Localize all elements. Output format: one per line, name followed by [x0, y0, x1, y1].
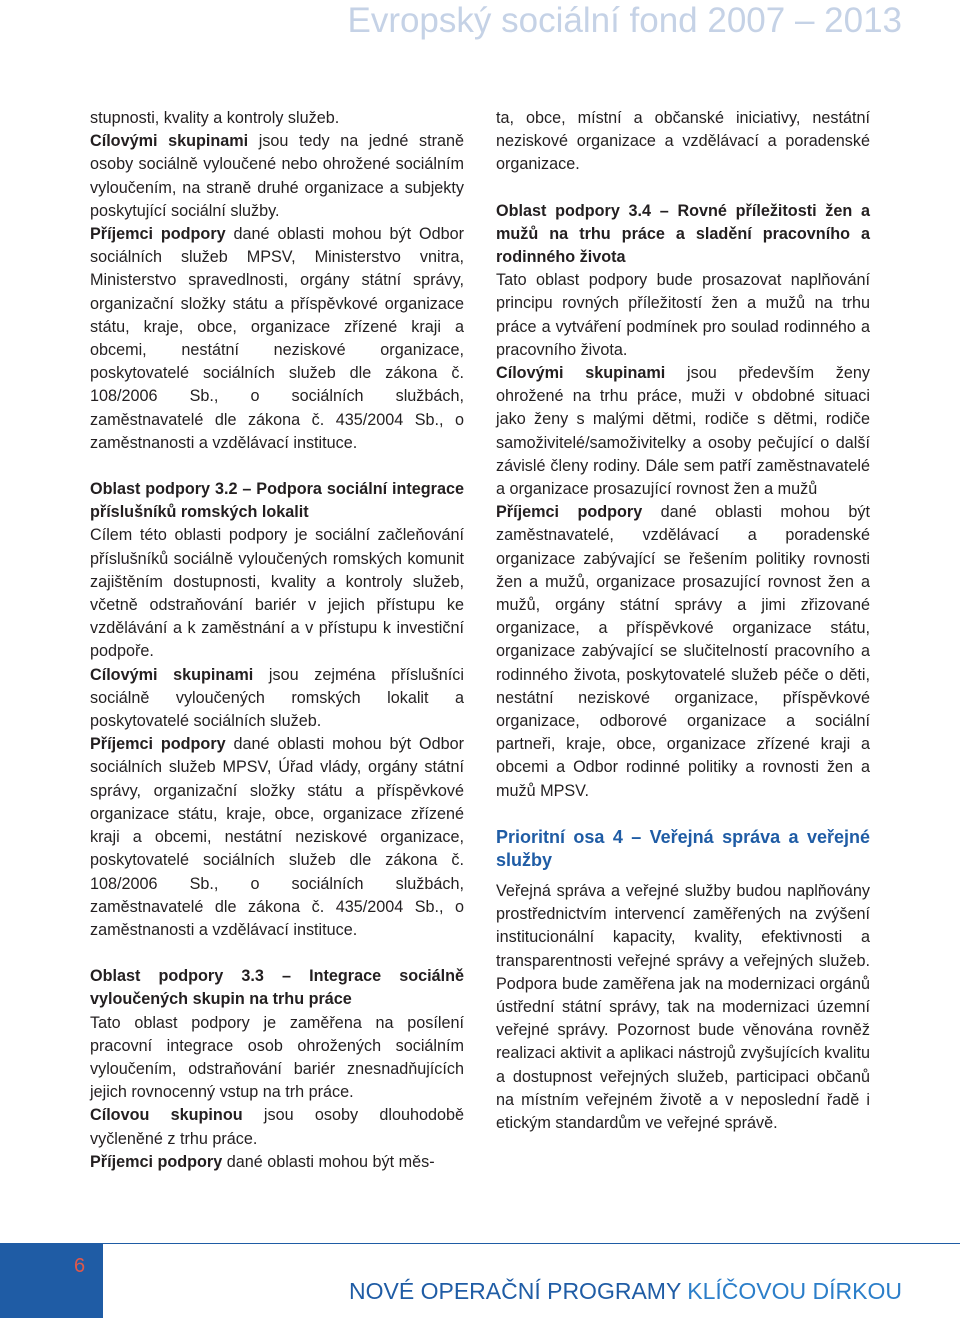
- paragraph: stupnosti, kvality a kontroly služeb.: [90, 109, 340, 127]
- bold-lead: Příjemci podpory: [90, 225, 226, 244]
- section-heading: Oblast podpory 3.2 – Podpora sociální integrace příslušníků romských lokalit: [90, 480, 464, 522]
- paragraph-text: jsou především ženy ohrožené na trhu práce, muži v obdobné situaci jako ženy s malými dětmi, rodiče s dětmi, rodiče samoživitelé/samoživitelky a osoby pečující o další závislé členy rodiny. Dále sem patří zaměstnavatelé a organizace prosazující rovnost žen a mužů: [496, 364, 870, 499]
- bold-lead: Příjemci podpory: [90, 735, 226, 754]
- left-column: [90, 107, 464, 1174]
- paragraph: [90, 1151, 464, 1174]
- bold-lead: Cílovými skupinami: [90, 665, 254, 684]
- paragraph: [90, 130, 464, 223]
- paragraph-text: jsou tedy na jedné straně osoby sociálně vyloučené nebo ohrožené sociálním vyloučením, na straně druhé organizace a subjekty poskytující sociální služby.: [90, 132, 464, 220]
- bold-lead: Cílovými skupinami: [90, 132, 249, 151]
- paragraph-text: dané oblasti mohou být Odbor sociálních služeb MPSV, Úřad vlády, orgány státní správy, organizační složky státu a příspěvkové organizace státu, kraje, obce, organizace zřízené kraji a obcemi, nestátní neziskové organizace, poskytovatelé sociálních služeb dle zákona č. 108/2006 Sb., o sociálních službách, zaměstnavatelé dle zákona č. 435/2004 Sb., o zaměstnanosti a vzdělávací instituce.: [90, 735, 465, 939]
- paragraph: [90, 223, 464, 455]
- paragraph: [90, 1104, 464, 1150]
- paragraph: ta, obce, místní a občanské iniciativy, nestátní neziskové organizace a vzdělávací a poradenské organizace.: [496, 109, 870, 174]
- paragraph: Cílem této oblasti podpory je sociální začleňování příslušníků sociálně vyloučených romských komunit zajištěním dostupnosti, kvality a kontroly služeb, včetně odstraňování bariér v jejich přístupu ke vzdělávání a k zaměstnání a v přístupu k investiční podpoře.: [90, 526, 464, 661]
- section-heading: Oblast podpory 3.4 – Rovné příležitosti žen a mužů na trhu práce a sladění pracovního a rodinného života: [496, 201, 870, 267]
- paragraph: Tato oblast podpory bude prosazovat naplňování principu rovných příležitostí žen a mužů na trhu práce a vytváření podmínek pro soulad rodinného a pracovního života.: [496, 271, 870, 359]
- paragraph-text: jsou zejména příslušníci sociálně vyloučených romských lokalit a poskytovatelé sociálních služeb.: [90, 665, 464, 731]
- bold-lead: Příjemci podpory: [90, 1152, 223, 1171]
- footer-title-part-1: NOVÉ OPERAČNÍ PROGRAMY: [349, 1278, 688, 1304]
- bold-lead: Cílovými skupinami: [496, 364, 666, 383]
- paragraph: Veřejná správa a veřejné služby budou naplňovány prostřednictvím intervencí zaměřených na zvýšení institucionální kapacity, kvality, efektivnosti a transparentnosti veřejné správy a veřejných služeb. Podpora bude zaměřena jak na modernizaci orgánů ústřední státní správy, tak na modernizaci územní veřejné správy. Pozornost bude věnována rovněž realizaci aktivit a aplikaci nástrojů zvyšujících kvalitu a dostupnost veřejných služeb, participaci občanů na místním veřejném životě a v neposlední řadě i etickým standardům ve veřejné správě.: [496, 881, 870, 1132]
- paragraph: [90, 664, 464, 734]
- section-heading: Oblast podpory 3.3 – Integrace sociálně vyloučených skupin na trhu práce: [90, 967, 464, 1009]
- page-number: 6: [74, 1255, 86, 1277]
- footer-title-part-2: KLÍČOVOU DÍRKOU: [687, 1278, 902, 1304]
- paragraph: [496, 501, 870, 803]
- paragraph-text: jsou osoby dlouhodobě vyčleněné z trhu práce.: [90, 1106, 464, 1148]
- header-title: Evropský sociální fond 2007 – 2013: [347, 1, 902, 40]
- paragraph: [90, 733, 464, 942]
- footer-title: [349, 1276, 902, 1306]
- paragraph-text: dané oblasti mohou být Odbor sociálních služeb MPSV, Ministerstvo vnitra, Ministerstvo spravedlnosti, orgány státní správy, organizační složky státu a příspěvkové organizace státu, kraje, obce, organizace zřízené kraji a obcemi, nestátní neziskové organizace, poskytovatelé sociálních služeb dle zákona č. 108/2006 Sb., o sociálních službách, zaměstnavatelé dle zákona č. 435/2004 Sb., o zaměstnanosti a vzdělávací instituce.: [90, 225, 465, 452]
- footer-page-box: [0, 1243, 103, 1318]
- priority-axis-heading: Prioritní osa 4 – Veřejná správa a veřejné služby: [496, 826, 870, 870]
- paragraph-text: dané oblasti mohou být měs-: [222, 1152, 435, 1171]
- bold-lead: Příjemci podpory: [496, 503, 643, 522]
- paragraph: [496, 362, 870, 501]
- paragraph-text: dané oblasti mohou být zaměstnavatelé, vzdělávací a poradenské organizace zabývající se řešením politiky rovnosti žen a mužů, organizace prosazující rovnost žen a mužů, orgány státní správy a jimi zřizované organizace, a příspěvkové organizace státu, organizace zabývající se slučitelností pracovního a rodinného života, poskytovatelé služeb péče o děti, nestátní neziskové organizace, příspěvkové organizace, odborové organizace a sociální partneři, kraje, obce, organizace zřízené kraji a obcemi a Odbor rodinné politiky a rovnosti žen a mužů MPSV.: [496, 503, 870, 800]
- right-column: [496, 107, 870, 1135]
- bold-lead: Cílovou skupinou: [90, 1106, 243, 1125]
- paragraph: Tato oblast podpory je zaměřena na posílení pracovní integrace osob ohrožených sociálním vyloučením, odstraňování bariér znesnadňujících jejich rovnocenný vstup na trh práce.: [90, 1013, 464, 1102]
